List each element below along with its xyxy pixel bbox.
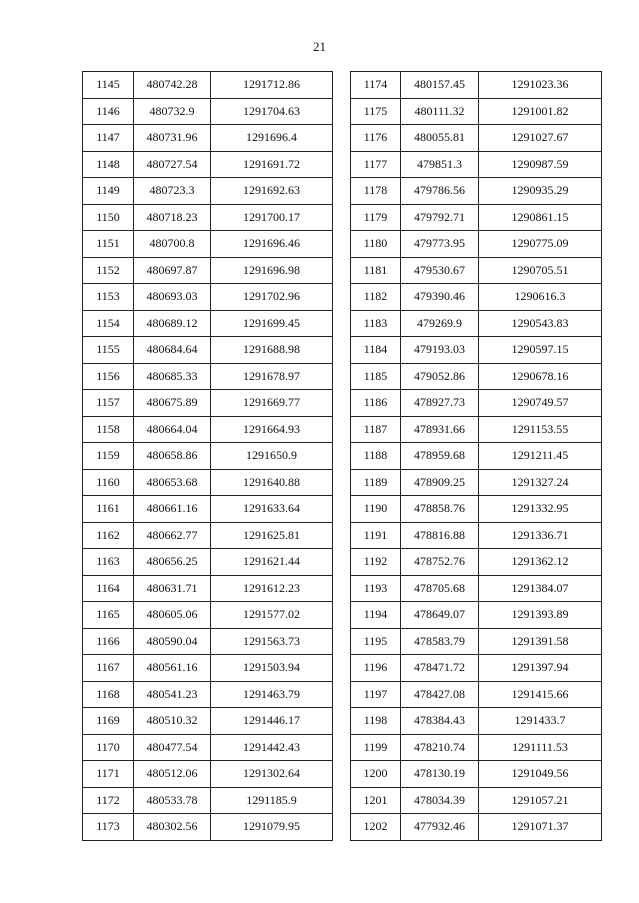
y-coordinate-cell: 1291678.97 <box>211 363 333 390</box>
table-row <box>83 708 333 735</box>
x-coordinate-cell: 480656.25 <box>134 549 211 576</box>
y-coordinate-cell: 1291691.72 <box>211 151 333 178</box>
point-number-cell: 1160 <box>83 469 134 496</box>
point-number-cell: 1193 <box>351 575 401 602</box>
y-coordinate-cell: 1291699.45 <box>211 310 333 337</box>
point-number-cell: 1180 <box>351 231 401 258</box>
table-row <box>83 628 333 655</box>
x-coordinate-cell: 479390.46 <box>401 284 479 311</box>
x-coordinate-cell: 480661.16 <box>134 496 211 523</box>
y-coordinate-cell: 1291384.07 <box>479 575 602 602</box>
x-coordinate-cell: 479269.9 <box>401 310 479 337</box>
y-coordinate-cell: 1290543.83 <box>479 310 602 337</box>
point-number-cell: 1153 <box>83 284 134 311</box>
page-number: 21 <box>313 39 326 54</box>
y-coordinate-cell: 1291688.98 <box>211 337 333 364</box>
x-coordinate-cell: 480684.64 <box>134 337 211 364</box>
point-number-cell: 1167 <box>83 655 134 682</box>
point-number-cell: 1164 <box>83 575 134 602</box>
table-row <box>83 734 333 761</box>
y-coordinate-cell: 1291696.98 <box>211 257 333 284</box>
point-number-cell: 1199 <box>351 734 401 761</box>
table-row <box>83 469 333 496</box>
table-row <box>83 602 333 629</box>
table-row <box>83 496 333 523</box>
x-coordinate-cell: 479786.56 <box>401 178 479 205</box>
point-number-cell: 1176 <box>351 125 401 152</box>
table-row <box>351 628 602 655</box>
table-row <box>83 310 333 337</box>
x-coordinate-cell: 480664.04 <box>134 416 211 443</box>
point-number-cell: 1150 <box>83 204 134 231</box>
y-coordinate-cell: 1291185.9 <box>211 787 333 814</box>
table-row <box>351 151 602 178</box>
y-coordinate-cell: 1291111.53 <box>479 734 602 761</box>
x-coordinate-cell: 480653.68 <box>134 469 211 496</box>
table-row <box>83 178 333 205</box>
point-number-cell: 1172 <box>83 787 134 814</box>
y-coordinate-cell: 1290935.29 <box>479 178 602 205</box>
x-coordinate-cell: 479851.3 <box>401 151 479 178</box>
x-coordinate-cell: 478909.25 <box>401 469 479 496</box>
table-row <box>83 284 333 311</box>
y-coordinate-cell: 1290705.51 <box>479 257 602 284</box>
point-number-cell: 1192 <box>351 549 401 576</box>
table-row <box>83 125 333 152</box>
table-row <box>83 681 333 708</box>
coordinates-table-right-body <box>351 72 602 841</box>
point-number-cell: 1184 <box>351 337 401 364</box>
point-number-cell: 1195 <box>351 628 401 655</box>
point-number-cell: 1158 <box>83 416 134 443</box>
y-coordinate-cell: 1290597.15 <box>479 337 602 364</box>
table-row <box>83 204 333 231</box>
table-row <box>351 708 602 735</box>
x-coordinate-cell: 480731.96 <box>134 125 211 152</box>
y-coordinate-cell: 1291700.17 <box>211 204 333 231</box>
y-coordinate-cell: 1290861.15 <box>479 204 602 231</box>
coordinates-table-left <box>82 71 333 841</box>
y-coordinate-cell: 1291393.89 <box>479 602 602 629</box>
y-coordinate-cell: 1291712.86 <box>211 72 333 99</box>
y-coordinate-cell: 1291696.4 <box>211 125 333 152</box>
table-row <box>351 178 602 205</box>
point-number-cell: 1178 <box>351 178 401 205</box>
table-row <box>351 496 602 523</box>
x-coordinate-cell: 480561.16 <box>134 655 211 682</box>
x-coordinate-cell: 478927.73 <box>401 390 479 417</box>
point-number-cell: 1154 <box>83 310 134 337</box>
point-number-cell: 1185 <box>351 363 401 390</box>
point-number-cell: 1151 <box>83 231 134 258</box>
table-row <box>351 787 602 814</box>
x-coordinate-cell: 478931.66 <box>401 416 479 443</box>
x-coordinate-cell: 480605.06 <box>134 602 211 629</box>
point-number-cell: 1182 <box>351 284 401 311</box>
table-row <box>351 98 602 125</box>
point-number-cell: 1179 <box>351 204 401 231</box>
point-number-cell: 1174 <box>351 72 401 99</box>
table-row <box>351 231 602 258</box>
y-coordinate-cell: 1291302.64 <box>211 761 333 788</box>
x-coordinate-cell: 480111.32 <box>401 98 479 125</box>
x-coordinate-cell: 480512.06 <box>134 761 211 788</box>
y-coordinate-cell: 1291153.55 <box>479 416 602 443</box>
y-coordinate-cell: 1291633.64 <box>211 496 333 523</box>
point-number-cell: 1145 <box>83 72 134 99</box>
table-row <box>83 98 333 125</box>
table-row <box>351 337 602 364</box>
y-coordinate-cell: 1290987.59 <box>479 151 602 178</box>
y-coordinate-cell: 1291446.17 <box>211 708 333 735</box>
y-coordinate-cell: 1291640.88 <box>211 469 333 496</box>
point-number-cell: 1163 <box>83 549 134 576</box>
point-number-cell: 1152 <box>83 257 134 284</box>
x-coordinate-cell: 480510.32 <box>134 708 211 735</box>
y-coordinate-cell: 1291664.93 <box>211 416 333 443</box>
x-coordinate-cell: 480718.23 <box>134 204 211 231</box>
point-number-cell: 1198 <box>351 708 401 735</box>
point-number-cell: 1146 <box>83 98 134 125</box>
point-number-cell: 1186 <box>351 390 401 417</box>
point-number-cell: 1194 <box>351 602 401 629</box>
y-coordinate-cell: 1291071.37 <box>479 814 602 841</box>
y-coordinate-cell: 1291612.23 <box>211 575 333 602</box>
table-row <box>83 787 333 814</box>
y-coordinate-cell: 1291027.67 <box>479 125 602 152</box>
table-row <box>351 734 602 761</box>
table-row <box>83 443 333 470</box>
y-coordinate-cell: 1290616.3 <box>479 284 602 311</box>
y-coordinate-cell: 1291669.77 <box>211 390 333 417</box>
point-number-cell: 1189 <box>351 469 401 496</box>
point-number-cell: 1191 <box>351 522 401 549</box>
table-row <box>83 814 333 841</box>
table-row <box>83 522 333 549</box>
table-row <box>351 390 602 417</box>
table-row <box>351 681 602 708</box>
y-coordinate-cell: 1291433.7 <box>479 708 602 735</box>
table-row <box>351 575 602 602</box>
table-row <box>83 549 333 576</box>
x-coordinate-cell: 478858.76 <box>401 496 479 523</box>
table-row <box>83 363 333 390</box>
table-row <box>351 761 602 788</box>
x-coordinate-cell: 480302.56 <box>134 814 211 841</box>
point-number-cell: 1161 <box>83 496 134 523</box>
table-row <box>351 655 602 682</box>
y-coordinate-cell: 1291621.44 <box>211 549 333 576</box>
table-row <box>83 72 333 99</box>
x-coordinate-cell: 477932.46 <box>401 814 479 841</box>
x-coordinate-cell: 480533.78 <box>134 787 211 814</box>
x-coordinate-cell: 479193.03 <box>401 337 479 364</box>
x-coordinate-cell: 480675.89 <box>134 390 211 417</box>
y-coordinate-cell: 1291211.45 <box>479 443 602 470</box>
x-coordinate-cell: 478471.72 <box>401 655 479 682</box>
x-coordinate-cell: 480693.03 <box>134 284 211 311</box>
x-coordinate-cell: 480700.8 <box>134 231 211 258</box>
point-number-cell: 1196 <box>351 655 401 682</box>
table-row <box>351 814 602 841</box>
y-coordinate-cell: 1291057.21 <box>479 787 602 814</box>
table-row <box>83 655 333 682</box>
y-coordinate-cell: 1290678.16 <box>479 363 602 390</box>
y-coordinate-cell: 1291692.63 <box>211 178 333 205</box>
x-coordinate-cell: 478959.68 <box>401 443 479 470</box>
table-row <box>83 761 333 788</box>
table-row <box>83 416 333 443</box>
x-coordinate-cell: 480658.86 <box>134 443 211 470</box>
table-row <box>351 602 602 629</box>
x-coordinate-cell: 480590.04 <box>134 628 211 655</box>
y-coordinate-cell: 1291001.82 <box>479 98 602 125</box>
point-number-cell: 1170 <box>83 734 134 761</box>
point-number-cell: 1155 <box>83 337 134 364</box>
point-number-cell: 1190 <box>351 496 401 523</box>
x-coordinate-cell: 478210.74 <box>401 734 479 761</box>
y-coordinate-cell: 1291563.73 <box>211 628 333 655</box>
coordinates-table-right <box>350 71 602 841</box>
x-coordinate-cell: 480477.54 <box>134 734 211 761</box>
y-coordinate-cell: 1291327.24 <box>479 469 602 496</box>
point-number-cell: 1181 <box>351 257 401 284</box>
y-coordinate-cell: 1291702.96 <box>211 284 333 311</box>
x-coordinate-cell: 480689.12 <box>134 310 211 337</box>
table-row <box>83 575 333 602</box>
y-coordinate-cell: 1291049.56 <box>479 761 602 788</box>
table-row <box>351 522 602 549</box>
y-coordinate-cell: 1291391.58 <box>479 628 602 655</box>
table-row <box>83 151 333 178</box>
point-number-cell: 1168 <box>83 681 134 708</box>
point-number-cell: 1171 <box>83 761 134 788</box>
table-row <box>83 390 333 417</box>
y-coordinate-cell: 1291463.79 <box>211 681 333 708</box>
x-coordinate-cell: 479773.95 <box>401 231 479 258</box>
table-row <box>351 363 602 390</box>
y-coordinate-cell: 1291397.94 <box>479 655 602 682</box>
point-number-cell: 1187 <box>351 416 401 443</box>
point-number-cell: 1157 <box>83 390 134 417</box>
point-number-cell: 1201 <box>351 787 401 814</box>
point-number-cell: 1149 <box>83 178 134 205</box>
y-coordinate-cell: 1291362.12 <box>479 549 602 576</box>
point-number-cell: 1148 <box>83 151 134 178</box>
table-row <box>351 469 602 496</box>
x-coordinate-cell: 480631.71 <box>134 575 211 602</box>
table-row <box>351 72 602 99</box>
point-number-cell: 1166 <box>83 628 134 655</box>
table-row <box>351 125 602 152</box>
x-coordinate-cell: 478583.79 <box>401 628 479 655</box>
x-coordinate-cell: 478427.08 <box>401 681 479 708</box>
x-coordinate-cell: 480727.54 <box>134 151 211 178</box>
point-number-cell: 1188 <box>351 443 401 470</box>
x-coordinate-cell: 478034.39 <box>401 787 479 814</box>
x-coordinate-cell: 478816.88 <box>401 522 479 549</box>
y-coordinate-cell: 1291503.94 <box>211 655 333 682</box>
x-coordinate-cell: 478384.43 <box>401 708 479 735</box>
y-coordinate-cell: 1291625.81 <box>211 522 333 549</box>
x-coordinate-cell: 478649.07 <box>401 602 479 629</box>
point-number-cell: 1165 <box>83 602 134 629</box>
point-number-cell: 1175 <box>351 98 401 125</box>
x-coordinate-cell: 479792.71 <box>401 204 479 231</box>
point-number-cell: 1159 <box>83 443 134 470</box>
x-coordinate-cell: 480697.87 <box>134 257 211 284</box>
point-number-cell: 1162 <box>83 522 134 549</box>
coordinates-table-left-body <box>83 72 333 841</box>
table-row <box>351 443 602 470</box>
x-coordinate-cell: 480723.3 <box>134 178 211 205</box>
x-coordinate-cell: 479530.67 <box>401 257 479 284</box>
y-coordinate-cell: 1291336.71 <box>479 522 602 549</box>
table-row <box>351 549 602 576</box>
y-coordinate-cell: 1291442.43 <box>211 734 333 761</box>
point-number-cell: 1183 <box>351 310 401 337</box>
point-number-cell: 1177 <box>351 151 401 178</box>
y-coordinate-cell: 1291696.46 <box>211 231 333 258</box>
x-coordinate-cell: 480157.45 <box>401 72 479 99</box>
x-coordinate-cell: 480541.23 <box>134 681 211 708</box>
y-coordinate-cell: 1291704.63 <box>211 98 333 125</box>
table-row <box>351 204 602 231</box>
table-row <box>351 257 602 284</box>
y-coordinate-cell: 1291332.95 <box>479 496 602 523</box>
x-coordinate-cell: 480732.9 <box>134 98 211 125</box>
y-coordinate-cell: 1290775.09 <box>479 231 602 258</box>
x-coordinate-cell: 480662.77 <box>134 522 211 549</box>
table-row <box>83 231 333 258</box>
y-coordinate-cell: 1291415.66 <box>479 681 602 708</box>
x-coordinate-cell: 478130.19 <box>401 761 479 788</box>
x-coordinate-cell: 480742.28 <box>134 72 211 99</box>
point-number-cell: 1169 <box>83 708 134 735</box>
point-number-cell: 1156 <box>83 363 134 390</box>
x-coordinate-cell: 478752.76 <box>401 549 479 576</box>
point-number-cell: 1202 <box>351 814 401 841</box>
point-number-cell: 1200 <box>351 761 401 788</box>
table-row <box>83 337 333 364</box>
table-row <box>351 310 602 337</box>
y-coordinate-cell: 1291577.02 <box>211 602 333 629</box>
y-coordinate-cell: 1291650.9 <box>211 443 333 470</box>
x-coordinate-cell: 480685.33 <box>134 363 211 390</box>
table-row <box>83 257 333 284</box>
y-coordinate-cell: 1291023.36 <box>479 72 602 99</box>
point-number-cell: 1147 <box>83 125 134 152</box>
y-coordinate-cell: 1291079.95 <box>211 814 333 841</box>
x-coordinate-cell: 478705.68 <box>401 575 479 602</box>
y-coordinate-cell: 1290749.57 <box>479 390 602 417</box>
point-number-cell: 1173 <box>83 814 134 841</box>
x-coordinate-cell: 480055.81 <box>401 125 479 152</box>
table-row <box>351 416 602 443</box>
x-coordinate-cell: 479052.86 <box>401 363 479 390</box>
point-number-cell: 1197 <box>351 681 401 708</box>
table-row <box>351 284 602 311</box>
